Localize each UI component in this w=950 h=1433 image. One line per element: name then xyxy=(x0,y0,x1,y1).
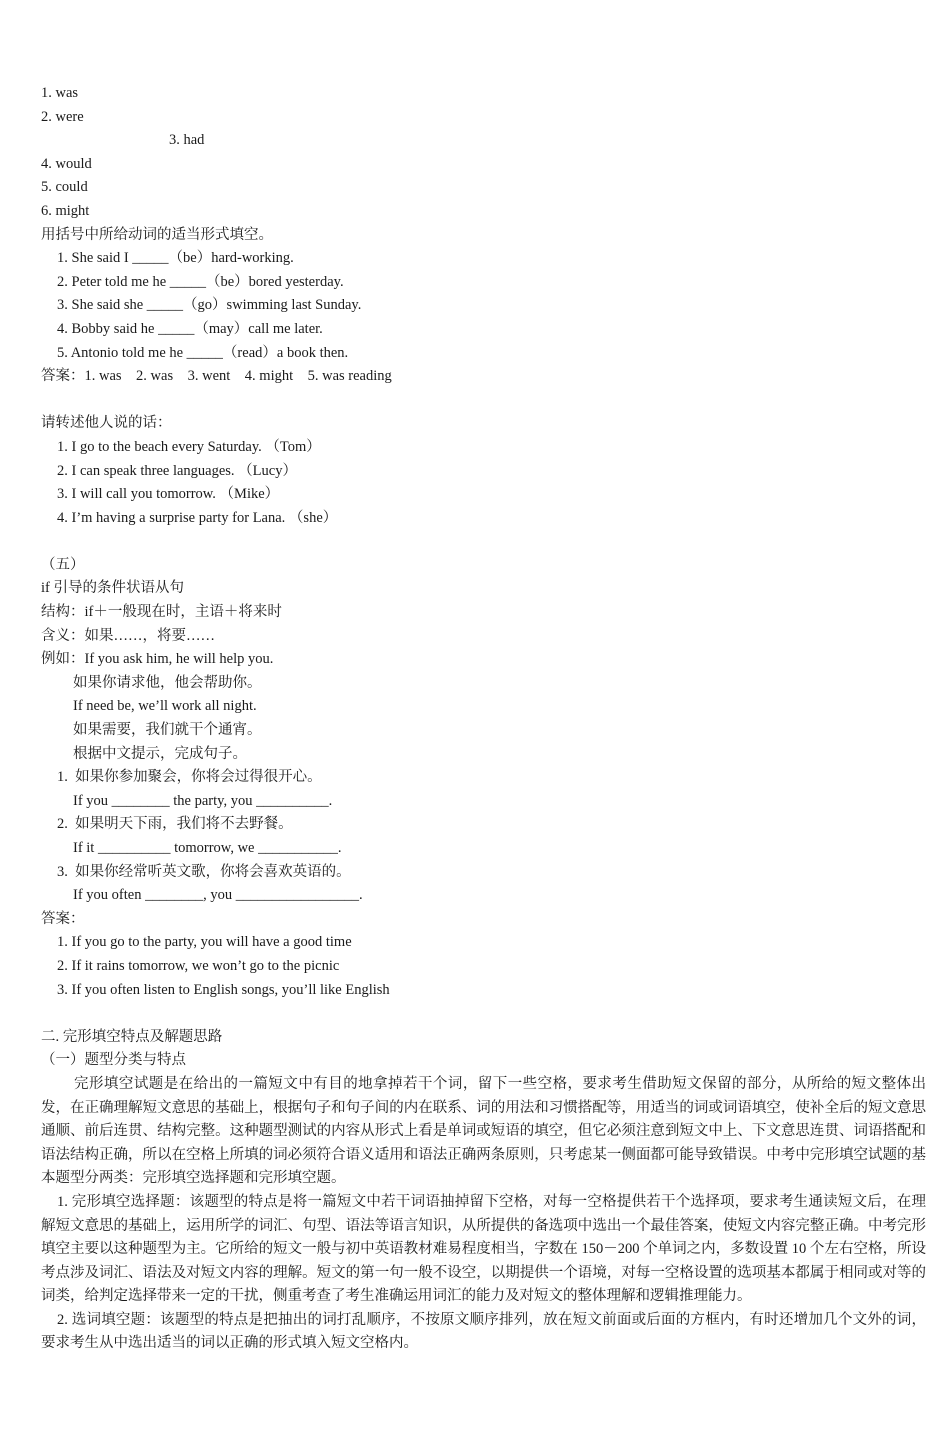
spacer xyxy=(41,530,926,554)
answer-item: 3. If you often listen to English songs, you’ll like English xyxy=(57,981,390,998)
exercise-item: 2. Peter told me he _____（be）bored yesterday. xyxy=(57,273,344,290)
list-item: 6. might xyxy=(41,202,90,219)
example-line: If need be, we’ll work all night. xyxy=(73,698,257,715)
task-en: If you often ________, you _________________. xyxy=(73,887,363,904)
answer-line: 答案：1. was 2. was 3. went 4. might 5. was reading xyxy=(41,368,392,385)
exercise-item: 1. She said I _____（be）hard-working. xyxy=(57,250,294,267)
task-cn: 1. 如果你参加聚会，你将会过得很开心。 xyxy=(57,769,322,786)
example-line: 例如：If you ask him, he will help you. xyxy=(41,651,274,668)
section-title: if 引导的条件状语从句 xyxy=(41,580,184,597)
meaning-line: 含义：如果……，将要…… xyxy=(41,627,215,644)
answer-label: 答案： xyxy=(41,910,85,927)
list-item: 5. could xyxy=(41,179,88,196)
list-item: 4. would xyxy=(41,155,92,172)
exercise-title: 用括号中所给动词的适当形式填空。 xyxy=(41,226,273,243)
exercise-item: 2. I can speak three languages. （Lucy） xyxy=(57,462,297,479)
exercise-item: 3. I will call you tomorrow. （Mike） xyxy=(57,486,280,503)
list-item: 1. was xyxy=(41,85,79,101)
exercise-item: 4. I’m having a surprise party for Lana. （she） xyxy=(57,509,338,526)
list-item: 2. were xyxy=(41,108,84,125)
task-cn: 3. 如果你经常听英文歌，你将会喜欢英语的。 xyxy=(57,863,351,880)
exercise-title: 请转述他人说的话： xyxy=(41,415,172,432)
body-paragraph: 2. 选词填空题：该题型的特点是把抽出的词打乱顺序，不按原文顺序排列，放在短文前面或后面的方框内，有时还增加几个文外的词，要求考生从中选出适当的词以正确的形式填入短文空格内。 xyxy=(41,1311,926,1352)
exercise-item: 4. Bobby said he _____（may）call me later. xyxy=(57,320,323,337)
structure-line: 结构：if＋一般现在时，主语＋将来时 xyxy=(41,604,282,621)
exercise-item: 1. I go to the beach every Saturday. （Tom） xyxy=(57,438,321,455)
answer-item: 2. If it rains tomorrow, we won’t go to the picnic xyxy=(57,957,340,974)
document-page xyxy=(41,82,926,1356)
body-paragraph: 1. 完形填空选择题：该题型的特点是将一篇短文中若干词语抽掉留下空格，对每一空格提供若干个选择项，要求考生通读短文后，在理解短文意思的基础上，运用所学的词汇、句型、语法等语言知识，从所提供的备选项中选出一个最佳答案，使短文内容完整正确。中考完形填空主要以这种题型为主。它所给的短文一般与初中英语教材难易程度相当，字数在 150－200 个单词之内，多数设置 10 个左右空格，所设考点涉及词汇、语法及对短文内容的理解。短文的第一句一般不设空，以期提供一个语境，对每一空格设置的选项基本都属于相同或对等的词类，给判定选择带来一定的干扰，侧重考查了考生准确运用词汇的能力及对短文的整体理解和逻辑推理能力。 xyxy=(41,1193,926,1305)
part-subtitle: （一）题型分类与特点 xyxy=(41,1052,186,1069)
spacer xyxy=(41,389,926,413)
body-paragraph: 完形填空试题是在给出的一篇短文中有目的地拿掉若干个词，留下一些空格，要求考生借助短文保留的部分，从所给的短文整体出发，在正确理解短文意思的基础上，根据句子和句子间的内在联系、词的用法和习惯搭配等，用适当的词或词语填空，使补全后的短文意思通顺、前后连贯、结构完整。这种题型测试的内容从形式上看是单词或短语的填空，但它必须注意到短文中上、下文意思连贯、词语搭配和语法结构正确，所以在空格上所填的词必须符合语义适用和语法正确两条原则，只考虑某一侧面都可能导致错误。中考中完形填空试题的基本题型分两类：完形填空选择题和完形填空题。 xyxy=(41,1075,926,1187)
task-en: If you ________ the party, you __________. xyxy=(73,792,333,809)
answer-item: 1. If you go to the party, you will have a good time xyxy=(57,934,352,951)
exercise-item: 5. Antonio told me he _____（read）a book then. xyxy=(57,344,349,361)
example-line: 如果你请求他，他会帮助你。 xyxy=(73,674,262,691)
task-cn: 2. 如果明天下雨，我们将不去野餐。 xyxy=(57,816,293,833)
instruction-line: 根据中文提示，完成句子。 xyxy=(73,745,247,762)
section-label: （五） xyxy=(41,556,85,573)
list-item: 3. had xyxy=(169,132,205,149)
part-title: 二. 完形填空特点及解题思路 xyxy=(41,1028,223,1045)
example-line: 如果需要，我们就干个通宵。 xyxy=(73,722,262,739)
task-en: If it __________ tomorrow, we ___________. xyxy=(73,840,342,856)
spacer xyxy=(41,1002,926,1026)
exercise-item: 3. She said she _____（go）swimming last Sunday. xyxy=(57,297,362,314)
